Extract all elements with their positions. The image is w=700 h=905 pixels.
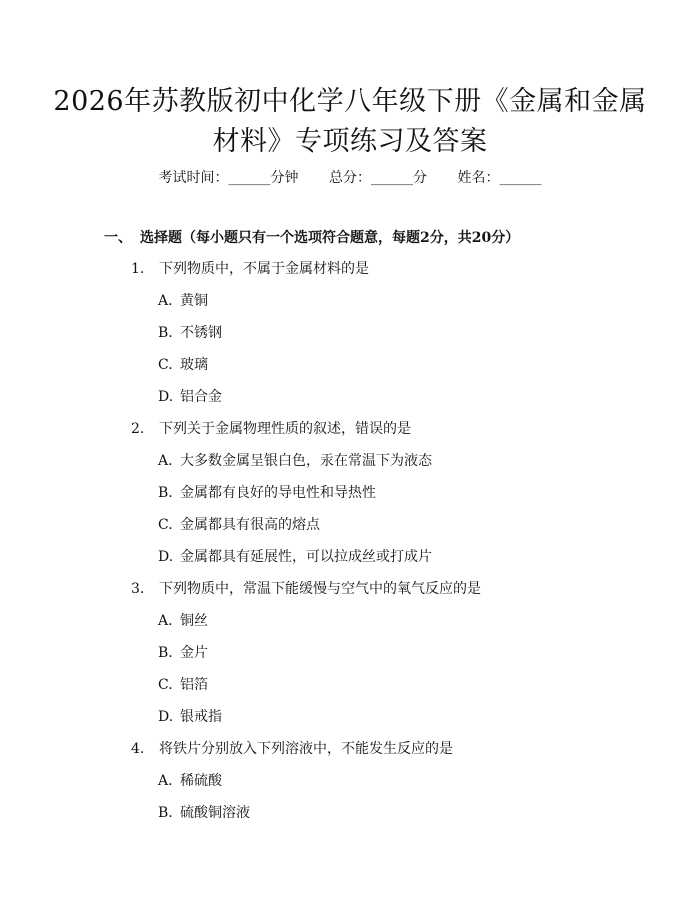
exam-meta-line	[0, 168, 700, 188]
option-text: 铝合金	[180, 389, 222, 405]
option-text: 银戒指	[180, 709, 222, 725]
student-name-field: 姓名：______	[457, 170, 542, 186]
option-text: 金片	[180, 645, 208, 661]
option-letter: B.	[158, 645, 173, 661]
option-text: 黄铜	[180, 293, 208, 309]
option	[158, 675, 208, 695]
question-stem	[131, 739, 453, 759]
question-number: 4.	[131, 741, 145, 757]
option-text: 铜丝	[180, 613, 208, 629]
option-text: 铝箔	[180, 677, 208, 693]
question-number: 2.	[131, 421, 145, 437]
option	[158, 611, 208, 631]
option	[158, 387, 222, 407]
option-letter: A.	[158, 453, 173, 469]
option	[158, 515, 320, 535]
option-letter: A.	[158, 293, 173, 309]
exam-time-field: 考试时间：______分钟	[158, 170, 299, 186]
question-stem	[131, 579, 481, 599]
option-text: 大多数金属呈银白色，汞在常温下为液态	[180, 453, 432, 469]
option	[158, 803, 250, 823]
document-title: 2026年苏教版初中化学八年级下册《金属和金属材料》专项练习及答案	[53, 86, 647, 157]
option	[158, 483, 376, 503]
option-letter: D.	[158, 389, 174, 405]
option-letter: C.	[158, 677, 173, 693]
option-letter: C.	[158, 517, 173, 533]
option	[158, 451, 432, 471]
question-text: 将铁片分别放入下列溶液中，不能发生反应的是	[159, 741, 453, 757]
total-score-field: 总分：______分	[329, 170, 427, 186]
option	[158, 291, 208, 311]
option-text: 金属都具有很高的熔点	[180, 517, 320, 533]
option-text: 稀硫酸	[180, 773, 222, 789]
option	[158, 771, 222, 791]
option-text: 金属都具有延展性，可以拉成丝或打成片	[180, 549, 432, 565]
question-text: 下列物质中，常温下能缓慢与空气中的氧气反应的是	[159, 581, 481, 597]
option-letter: A.	[158, 773, 173, 789]
option-letter: C.	[158, 357, 173, 373]
option-letter: B.	[158, 805, 173, 821]
question-text: 下列物质中，不属于金属材料的是	[159, 261, 369, 277]
option-letter: A.	[158, 613, 173, 629]
option	[158, 323, 222, 343]
question-stem	[131, 419, 411, 439]
question-stem	[131, 259, 369, 279]
option-text: 硫酸铜溶液	[180, 805, 250, 821]
option-text: 不锈钢	[180, 325, 222, 341]
question-number: 1.	[131, 261, 145, 277]
option	[158, 707, 222, 727]
section-heading	[104, 228, 519, 248]
option	[158, 355, 208, 375]
option-letter: B.	[158, 325, 173, 341]
option-text: 玻璃	[180, 357, 208, 373]
option	[158, 643, 208, 663]
question-number: 3.	[131, 581, 145, 597]
option-letter: D.	[158, 549, 174, 565]
option-text: 金属都有良好的导电性和导热性	[180, 485, 376, 501]
section-title: 选择题（每小题只有一个选项符合题意，每题2分，共20分）	[140, 230, 520, 246]
option	[158, 547, 432, 567]
question-text: 下列关于金属物理性质的叙述，错误的是	[159, 421, 411, 437]
section-number: 一、	[104, 230, 132, 246]
option-letter: D.	[158, 709, 174, 725]
option-letter: B.	[158, 485, 173, 501]
